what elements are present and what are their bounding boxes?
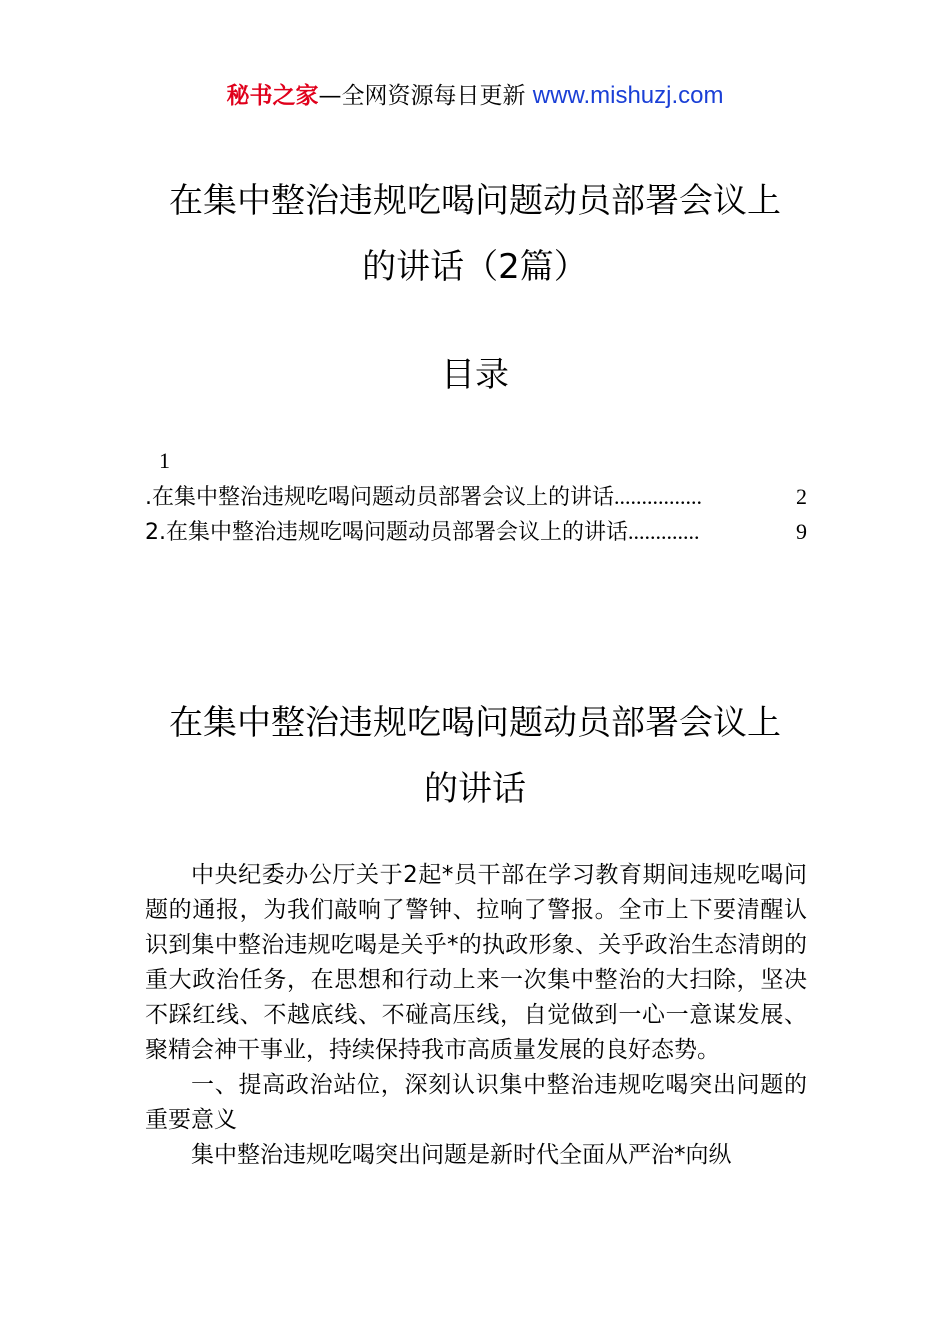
site-url[interactable]: www.mishuzj.com [532, 82, 724, 109]
article-title-line1: 在集中整治违规吃喝问题动员部署会议上 [169, 703, 781, 743]
document-title-line2: 的讲话（2篇） [362, 247, 588, 287]
toc-item-1-page: 2 [796, 480, 807, 514]
article-title [0, 690, 950, 822]
header-slogan: —全网资源每日更新 [318, 83, 526, 109]
article-title-line2: 的讲话 [424, 769, 526, 809]
article-section-heading: 一、提高政治站位，深刻认识集中整治违规吃喝突出问题的重要意义 [145, 1072, 807, 1133]
toc-item-1-number: 1 [159, 448, 170, 473]
brand-name: 秘书之家 [226, 83, 319, 109]
article-paragraph: 中央纪委办公厅关于2起*员干部在学习教育期间违规吃喝问题的通报，为我们敲响了警钟、拉响了警报。全市上下要清醒认识到集中整治违规吃喝是关乎*的执政形象、关乎政治生态清朗的重大政治任务，在思想和行动上来一次集中整治的大扫除，坚决不踩红线、不越底线、不碰高压线，自觉做到一心一意谋发展、聚精会神干事业，持续保持我市高质量发展的良好态势。 [145, 862, 807, 1063]
site-header [0, 80, 950, 112]
toc-heading: 目录 [441, 355, 509, 395]
toc-item-1[interactable] [145, 480, 807, 515]
article-paragraph: 集中整治违规吃喝突出问题是新时代全面从严治*向纵 [191, 1142, 732, 1168]
toc-item-1-label: .在集中整治违规吃喝问题动员部署会议上的讲话 [145, 485, 614, 510]
toc-item-1-leader: ................ [614, 484, 702, 509]
document-title [0, 168, 950, 300]
toc-item-2[interactable] [145, 515, 807, 550]
document-title-line1: 在集中整治违规吃喝问题动员部署会议上 [169, 181, 781, 221]
toc-item-2-label: 2.在集中整治违规吃喝问题动员部署会议上的讲话 [145, 520, 628, 545]
article-body [145, 858, 807, 1173]
toc-item-2-leader: ............. [628, 519, 700, 544]
toc-item-2-page: 9 [796, 515, 807, 549]
